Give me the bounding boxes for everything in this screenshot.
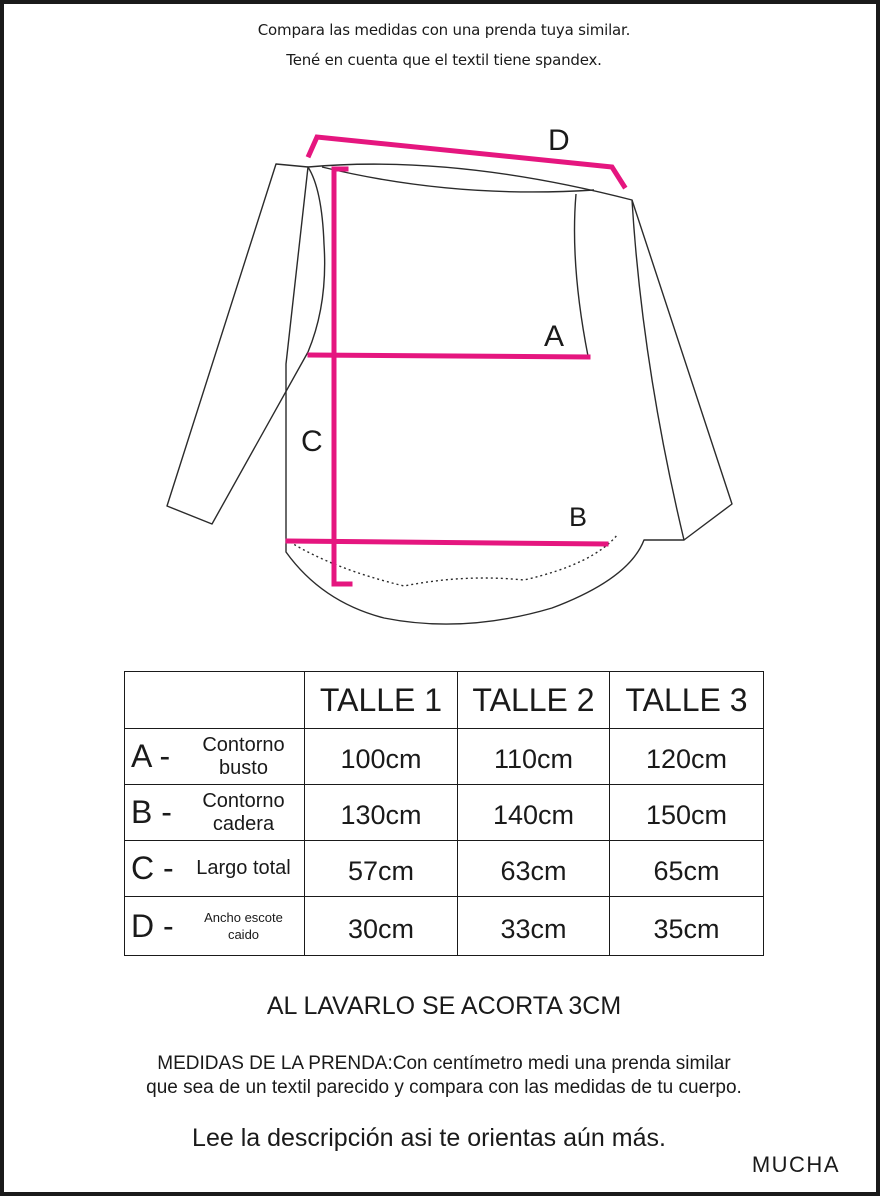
- measure-cell: [125, 785, 305, 841]
- header-talle-1: TALLE 1: [305, 672, 458, 729]
- table-row: [125, 785, 764, 841]
- header-empty: [125, 672, 305, 729]
- value-talle-1: 30cm: [305, 897, 458, 956]
- value-talle-3: 35cm: [610, 897, 764, 956]
- garment-diagram: [4, 4, 880, 664]
- description-line-2: que sea de un textil parecido y compara con las medidas de tu cuerpo.: [146, 1077, 742, 1098]
- wash-note: AL LAVARLO SE ACORTA 3CM: [266, 992, 622, 1020]
- value-talle-3: 150cm: [610, 785, 764, 841]
- value-talle-1: 130cm: [305, 785, 458, 841]
- measure-name: Largo total: [196, 857, 291, 879]
- value-talle-1: 57cm: [305, 841, 458, 897]
- measure-line-c: [334, 169, 350, 584]
- measure-cell: [125, 841, 305, 897]
- intro-line-1: Compara las medidas con una prenda tuya similar.: [257, 21, 631, 39]
- measure-cell: [125, 729, 305, 785]
- value-talle-2: 63cm: [458, 841, 610, 897]
- measure-name: Ancho escote caido: [204, 910, 283, 942]
- intro-line-2: Tené en cuenta que el textil tiene spandex.: [286, 51, 602, 69]
- value-talle-2: 110cm: [458, 729, 610, 785]
- table-row: [125, 897, 764, 956]
- value-talle-2: 33cm: [458, 897, 610, 956]
- description-line-1: MEDIDAS DE LA PRENDA:Con centímetro medi una prenda similar: [157, 1053, 731, 1074]
- label-c: C: [301, 425, 323, 458]
- measure-line-b: [288, 541, 606, 544]
- value-talle-1: 100cm: [305, 729, 458, 785]
- read-description-tip: Lee la descripción asi te orientas aún más.: [192, 1124, 666, 1152]
- header-row: [125, 672, 764, 729]
- brand-name: MUCHA: [751, 1152, 840, 1177]
- measure-line-a: [310, 355, 588, 357]
- measure-line-d: [309, 137, 624, 186]
- measure-letter: C -: [131, 850, 174, 886]
- measure-description: [94, 1052, 794, 1100]
- measure-name: Contorno cadera: [202, 789, 285, 835]
- label-b: B: [569, 502, 588, 532]
- header-talle-3: TALLE 3: [610, 672, 764, 729]
- size-table: [124, 671, 764, 956]
- measure-letter: A -: [131, 738, 171, 774]
- measure-cell: [125, 897, 305, 956]
- table-row: [125, 729, 764, 785]
- measure-name: Contorno busto: [202, 733, 285, 779]
- garment-outline: [167, 164, 732, 624]
- value-talle-2: 140cm: [458, 785, 610, 841]
- value-talle-3: 65cm: [610, 841, 764, 897]
- value-talle-3: 120cm: [610, 729, 764, 785]
- measure-letter: D -: [131, 907, 174, 944]
- measure-letter: B -: [131, 794, 172, 830]
- table-row: [125, 841, 764, 897]
- header-talle-2: TALLE 2: [458, 672, 610, 729]
- label-a: A: [544, 320, 565, 353]
- label-d: D: [548, 124, 570, 157]
